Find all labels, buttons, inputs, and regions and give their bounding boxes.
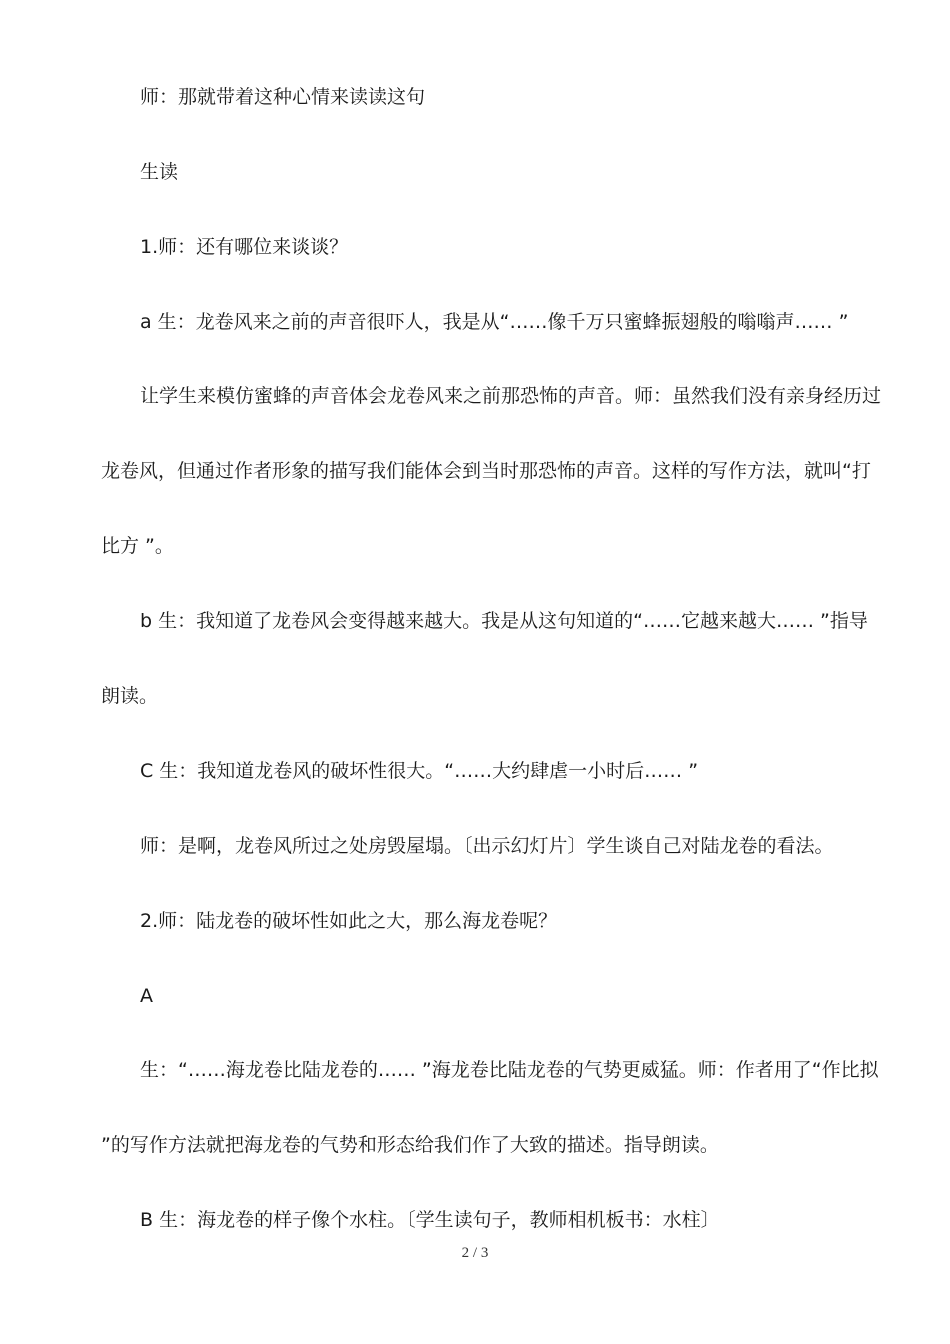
paragraph-7: C 生：我知道龙卷风的破坏性很大。“……大约肆虐一小时后…… ” (140, 760, 699, 782)
page-number: 2 / 3 (461, 1245, 489, 1261)
paragraph-11: 生：“……海龙卷比陆龙卷的…… ”海龙卷比陆龙卷的气势更威猛。师：作者用了“作比拟 ”的写作方法就把海龙卷的气势和形态给我们作了大致的描述。指导朗读。 (101, 1059, 879, 1156)
paragraph-2: 生读 (140, 161, 179, 183)
paragraph-5: 让学生来模仿蜜蜂的声音体会龙卷风来之前那恐怖的声音。师：虽然我们没有亲身经历过龙卷风，但通过作者形象的描写我们能体会到当时那恐怖的声音。这样的写作方法，就叫“打比方 ”。 (101, 385, 882, 557)
paragraph-10: A (140, 985, 153, 1007)
paragraph-3: 1.师：还有哪位来谈谈？ (140, 236, 349, 258)
paragraph-1: 师：那就带着这种心情来读读这句 (140, 86, 426, 108)
paragraph-6: b 生：我知道了龙卷风会变得越来越大。我是从这句知道的“……它越来越大…… ”指导朗读。 (101, 610, 868, 707)
paragraph-12: B 生：海龙卷的样子像个水柱。〔学生读句子，教师相机板书：水柱〕 (140, 1209, 720, 1231)
paragraph-8: 师：是啊，龙卷风所过之处房毁屋塌。〔出示幻灯片〕学生谈自己对陆龙卷的看法。 (140, 835, 834, 857)
paragraph-9: 2.师：陆龙卷的破坏性如此之大，那么海龙卷呢？ (140, 910, 558, 932)
paragraph-4: a 生：龙卷风来之前的声音很吓人，我是从“……像千万只蜜蜂振翅般的嗡嗡声…… ” (140, 311, 849, 333)
